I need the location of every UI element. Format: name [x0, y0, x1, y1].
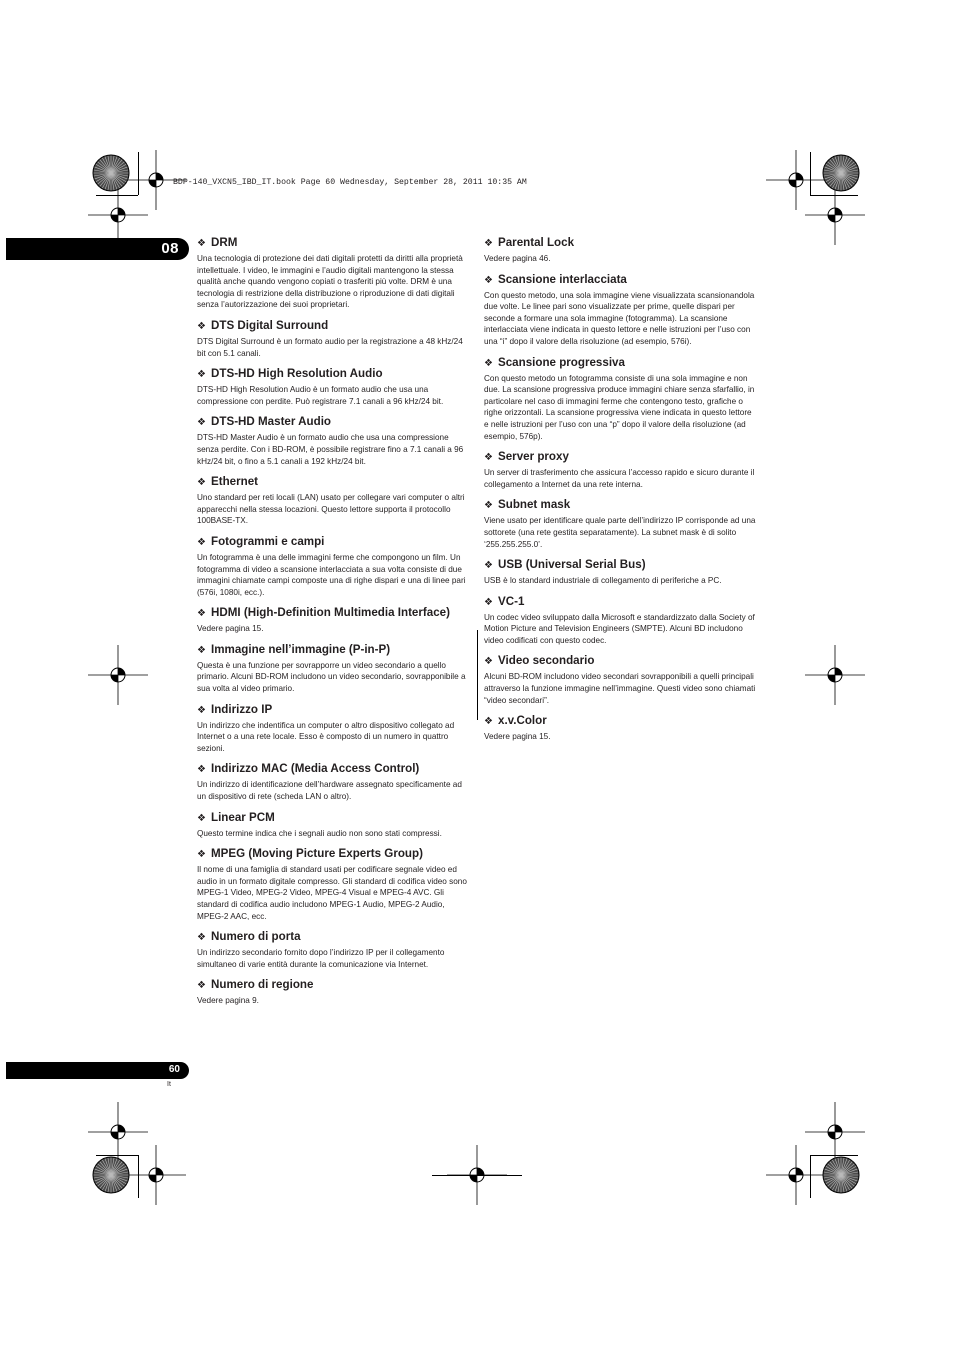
glossary-term — [197, 319, 469, 334]
glossary-definition: Viene usato per identificare quale parte dell’indirizzo IP corrisponde ad una sottorete (una rete gestita separatamente). La subnet mask è di solito ‘255.255.255.0’. — [484, 516, 756, 549]
glossary-term — [197, 367, 469, 382]
crop-line — [432, 1175, 522, 1176]
glossary-term — [197, 415, 469, 430]
diamond-bullet-icon: ❖ — [484, 716, 493, 728]
glossary-entry — [197, 762, 469, 802]
diamond-bullet-icon: ❖ — [484, 452, 493, 464]
glossary-entry — [197, 236, 469, 311]
diamond-bullet-icon: ❖ — [197, 417, 206, 429]
crop-line — [96, 1155, 138, 1156]
glossary-entry — [197, 367, 469, 407]
glossary-term-text: VC-1 — [498, 594, 525, 608]
glossary-entry — [484, 450, 756, 490]
glossary-entry — [197, 475, 469, 527]
glossary-term — [484, 498, 756, 513]
glossary-term-text: DTS-HD Master Audio — [211, 415, 332, 429]
glossary-entry — [197, 606, 469, 635]
glossary-definition: Un indirizzo che indentifica un computer o altro dispositivo collegato ad Internet o a una rete locale. Esso è composto di un numero in quattro sezioni. — [197, 720, 455, 753]
glossary-term — [197, 236, 469, 251]
glossary-term — [197, 847, 469, 862]
glossary-term — [197, 475, 469, 490]
glossary-term-text: Indirizzo IP — [211, 702, 273, 716]
glossary-term-text: Immagine nell’immagine (P-in-P) — [211, 642, 391, 656]
glossary-definition: DTS-HD Master Audio è un formato audio che usa una compressione senza perdite. Con i BD-ROM, è possibile registrare fino a 7.1 canali a 96 kHz/24 bit, o fino a 5.1 canali a 192 kHz/24 bit. — [197, 433, 464, 466]
registration-crosshair-icon — [88, 185, 148, 245]
registration-crosshair-icon — [805, 185, 865, 245]
glossary-definition: Un fotogramma è una delle immagini ferme che compongono un film. Un fotogramma di video a scansione interlacciata a sua volta consiste di due immagini chiamate campi composte una di righe dispari e una di linee pari (576i, 1080i, ecc.). — [197, 552, 466, 597]
glossary-definition: Il nome di una famiglia di standard usati per codificare segnale video ed audio in un formato digitale compresso. Gli standard di codifica video sono MPEG-1 Video, MPEG-2 Video, MPEG-4 Visual e MPEG-4 AVC. Gli standard di codifica audio includono MPEG-1 Audio, MPEG-2 Audio, MPEG-2 AAC, ecc. — [197, 865, 467, 921]
glossary-right-column — [484, 236, 756, 751]
crop-line — [138, 1155, 139, 1198]
glossary-entry — [484, 654, 756, 706]
registration-crosshair-icon — [766, 1145, 826, 1205]
glossary-term-text: x.v.Color — [498, 714, 547, 728]
registration-crosshair-icon — [88, 645, 148, 705]
language-code: It — [167, 1081, 171, 1088]
diamond-bullet-icon: ❖ — [484, 656, 493, 668]
glossary-term — [197, 703, 469, 718]
glossary-term-text: Parental Lock — [498, 236, 575, 249]
crop-line — [138, 152, 139, 195]
crop-line — [810, 1155, 858, 1156]
glossary-entry — [484, 498, 756, 550]
glossary-term — [197, 930, 469, 945]
glossary-entry — [197, 535, 469, 598]
glossary-entry — [484, 273, 756, 348]
diamond-bullet-icon: ❖ — [197, 320, 206, 332]
registration-crosshair-icon — [805, 645, 865, 705]
diamond-bullet-icon: ❖ — [197, 812, 206, 824]
glossary-term — [484, 595, 756, 610]
glossary-entry — [197, 643, 469, 695]
registration-crosshair-icon — [126, 1145, 186, 1205]
diamond-bullet-icon: ❖ — [484, 560, 493, 572]
glossary-definition: Vedere pagina 15. — [484, 732, 551, 742]
diamond-bullet-icon: ❖ — [197, 704, 206, 716]
glossary-definition: Con questo metodo un fotogramma consiste di una sola immagine e non due. La scansione progressiva produce immagini chiare senza sfarfallio, in particolare nel caso di immagini ferme che contengono testo, grafiche o righe orizzontali. La scansione progressiva viene indicata in questo lettore e nelle istruzioni per l’uso con una “p” dopo il valore della risoluzione (ad esempio, 576p). — [484, 373, 755, 441]
glossary-term-text: Fotogrammi e campi — [211, 534, 325, 548]
color-target-icon — [821, 153, 861, 193]
diamond-bullet-icon: ❖ — [197, 477, 206, 489]
glossary-entry — [484, 595, 756, 647]
glossary-term — [484, 450, 756, 465]
glossary-term — [197, 978, 469, 993]
crop-line — [477, 630, 478, 720]
glossary-definition: Un indirizzo secondario fornito dopo l’indirizzo IP per il collegamento simultaneo di varie entità durante la comunicazione via Internet. — [197, 948, 445, 969]
glossary-entry — [197, 415, 469, 467]
glossary-term-text: Numero di regione — [211, 978, 314, 992]
glossary-definition: USB è lo standard industriale di collegamento di periferiche a PC. — [484, 576, 722, 586]
glossary-term-text: Scansione progressiva — [498, 355, 625, 369]
diamond-bullet-icon: ❖ — [484, 238, 493, 249]
glossary-entry — [197, 978, 469, 1007]
glossary-definition: Questo termine indica che i segnali audio non sono stati compressi. — [197, 828, 442, 838]
crop-line — [810, 195, 858, 196]
color-target-icon — [91, 153, 131, 193]
crop-line — [96, 195, 138, 196]
color-target-icon — [821, 1155, 861, 1195]
glossary-definition: Un codec video sviluppato dalla Microsoft e standardizzato dalla Society of Motion Picture and Television Engineers (SMPTE). Alcuni BD includono video codificati con questo codec. — [484, 612, 755, 645]
glossary-term — [197, 606, 469, 621]
glossary-entry — [197, 319, 469, 359]
diamond-bullet-icon: ❖ — [197, 644, 206, 656]
book-header-line: BDP-140_VXCN5_IBD_IT.book Page 60 Wednesday, September 28, 2011 10:35 AM — [173, 178, 527, 187]
glossary-definition: Un indirizzo di identificazione dell’hardware assegnato specificamente ad un dispositivo di rete (scheda LAN o altro). — [197, 780, 462, 802]
glossary-term-text: Scansione interlacciata — [498, 272, 627, 286]
glossary-term-text: Subnet mask — [498, 498, 571, 512]
glossary-term — [197, 643, 469, 658]
glossary-term — [484, 654, 756, 669]
glossary-term-text: Ethernet — [211, 475, 259, 489]
glossary-definition: Vedere pagina 9. — [197, 996, 259, 1006]
glossary-term — [484, 714, 756, 729]
glossary-term — [197, 811, 469, 826]
glossary-definition: Con questo metodo, una sola immagine viene visualizzata scansionandola due volte. Le linee pari sono visualizzate per prime, quelle dispari per seconde a formare una sola immagine (fotogramma). La scansione interlacciata viene indicata in questo lettore e nelle istruzioni per l’uso con una “i” dopo il valore della risoluzione (ad esempio, 576i). — [484, 290, 755, 346]
glossary-entry — [197, 847, 469, 922]
glossary-term-text: DTS Digital Surround — [211, 318, 329, 332]
glossary-term-text: Indirizzo MAC (Media Access Control) — [211, 762, 420, 776]
crop-line — [810, 152, 811, 195]
diamond-bullet-icon: ❖ — [484, 274, 493, 286]
diamond-bullet-icon: ❖ — [197, 849, 206, 861]
glossary-term-text: Numero di porta — [211, 930, 301, 944]
glossary-left-column — [197, 236, 469, 1015]
glossary-definition: Questa è una funzione per sovrapporre un video secondario a quello primario. Alcuni BD-ROM includono un video secondario, sovrapponibile a sua volta al video primario. — [197, 660, 466, 694]
diamond-bullet-icon: ❖ — [197, 369, 206, 381]
glossary-entry — [197, 703, 469, 755]
page-number-tab — [6, 1062, 189, 1079]
glossary-definition: DTS-HD High Resolution Audio è un formato audio che usa una compressione con perdite. Può registrare 7.1 canali a 96 kHz/24 bit. — [197, 385, 444, 406]
chapter-tab — [6, 238, 189, 260]
glossary-entry — [484, 714, 756, 743]
glossary-term-text: Video secondario — [498, 654, 595, 668]
page-number: 60 — [168, 1064, 180, 1075]
glossary-entry — [197, 930, 469, 970]
glossary-term — [484, 273, 756, 288]
glossary-term — [197, 535, 469, 550]
glossary-term — [484, 558, 756, 573]
diamond-bullet-icon: ❖ — [197, 238, 206, 249]
glossary-entry — [484, 356, 756, 443]
glossary-definition: Alcuni BD-ROM includono video secondari sovrapponibili a quelli principali attraverso la funzione immagine nell’immagine. Questi video sono chiamati “video secondari”. — [484, 672, 756, 705]
glossary-term — [197, 762, 469, 777]
glossary-term-text: USB (Universal Serial Bus) — [498, 558, 646, 572]
diamond-bullet-icon: ❖ — [197, 536, 206, 548]
glossary-term-text: DTS-HD High Resolution Audio — [211, 367, 383, 381]
glossary-definition: Un server di trasferimento che assicura l’accesso rapido e sicuro durante il collegamento a Internet da una rete interna. — [484, 468, 755, 489]
glossary-term-text: DRM — [211, 236, 238, 249]
diamond-bullet-icon: ❖ — [197, 980, 206, 992]
crop-line — [810, 1155, 811, 1198]
glossary-term-text: Server proxy — [498, 450, 569, 464]
glossary-term-text: MPEG (Moving Picture Experts Group) — [211, 847, 423, 861]
diamond-bullet-icon: ❖ — [484, 500, 493, 512]
chapter-number: 08 — [161, 240, 179, 257]
diamond-bullet-icon: ❖ — [484, 357, 493, 369]
glossary-definition: Uno standard per reti locali (LAN) usato per collegare vari computer o altri apparecchi nella stessa locazioni. Questo lettore supporta il protocollo 100BASE-TX. — [197, 493, 465, 526]
glossary-term — [484, 236, 756, 251]
color-target-icon — [91, 1155, 131, 1195]
glossary-term — [484, 356, 756, 371]
diamond-bullet-icon: ❖ — [197, 608, 206, 620]
glossary-definition: DTS Digital Surround è un formato audio per la registrazione a 48 kHz/24 bit con 5.1 canali. — [197, 336, 463, 358]
diamond-bullet-icon: ❖ — [484, 596, 493, 608]
diamond-bullet-icon: ❖ — [197, 764, 206, 776]
glossary-definition: Vedere pagina 15. — [197, 624, 264, 634]
glossary-definition: Vedere pagina 46. — [484, 254, 551, 263]
glossary-term-text: HDMI (High-Definition Multimedia Interface) — [211, 606, 450, 620]
glossary-entry — [484, 236, 756, 265]
glossary-entry — [484, 558, 756, 587]
glossary-entry — [197, 811, 469, 840]
glossary-definition: Una tecnologia di protezione dei dati digitali protetti da diritti alla proprietà intellettuale. I video, le immagini e l’audio digitali mantengono la stessa qualità anche quando vengono copiati o trasferiti più volte. DRM è una tecnologia di restrizione della distribuzione o riproduzione di dati digitali senza l’autorizzazione dei suoi proprietari. — [197, 254, 463, 310]
glossary-term-text: Linear PCM — [211, 810, 275, 824]
diamond-bullet-icon: ❖ — [197, 932, 206, 944]
